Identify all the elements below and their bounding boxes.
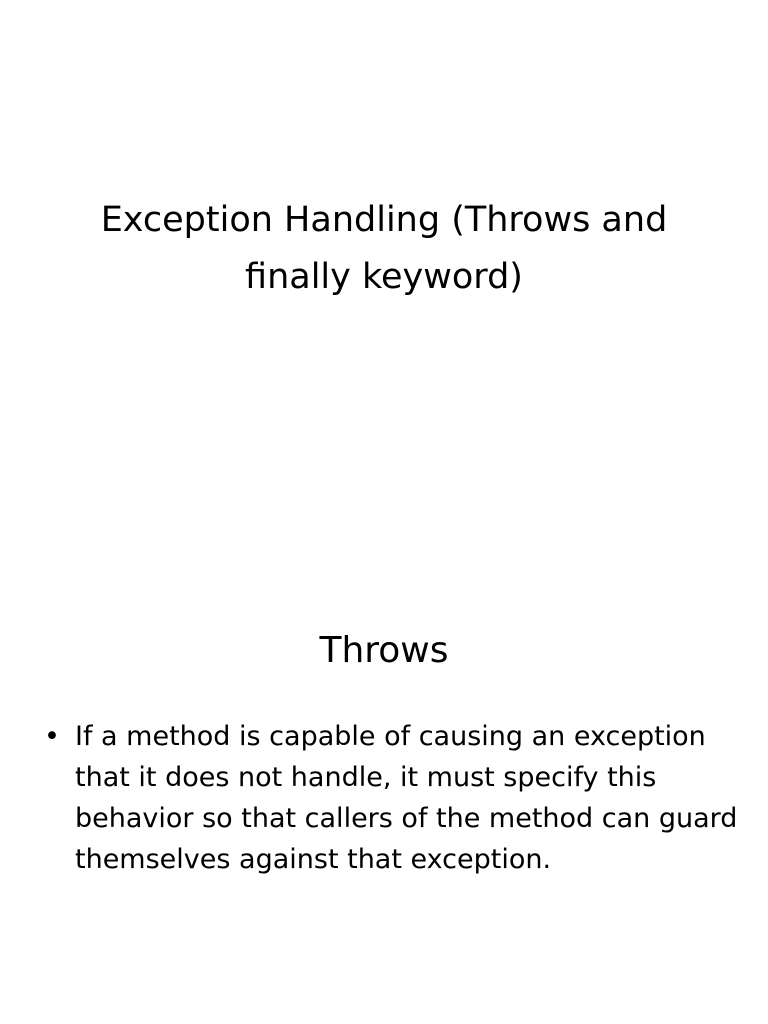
section-heading: Throws: [319, 630, 449, 671]
bullet-list: [44, 716, 744, 880]
bullet-item: [44, 716, 744, 880]
bullet-dot-icon: •: [44, 721, 60, 752]
slide-title: Exception Handling (Throws and finally keyword): [100, 200, 668, 297]
bullet-text: If a method is capable of causing an exception that it does not handle, it must specify this behavior so that callers of the method can guard themselves against that exception.: [75, 721, 738, 875]
